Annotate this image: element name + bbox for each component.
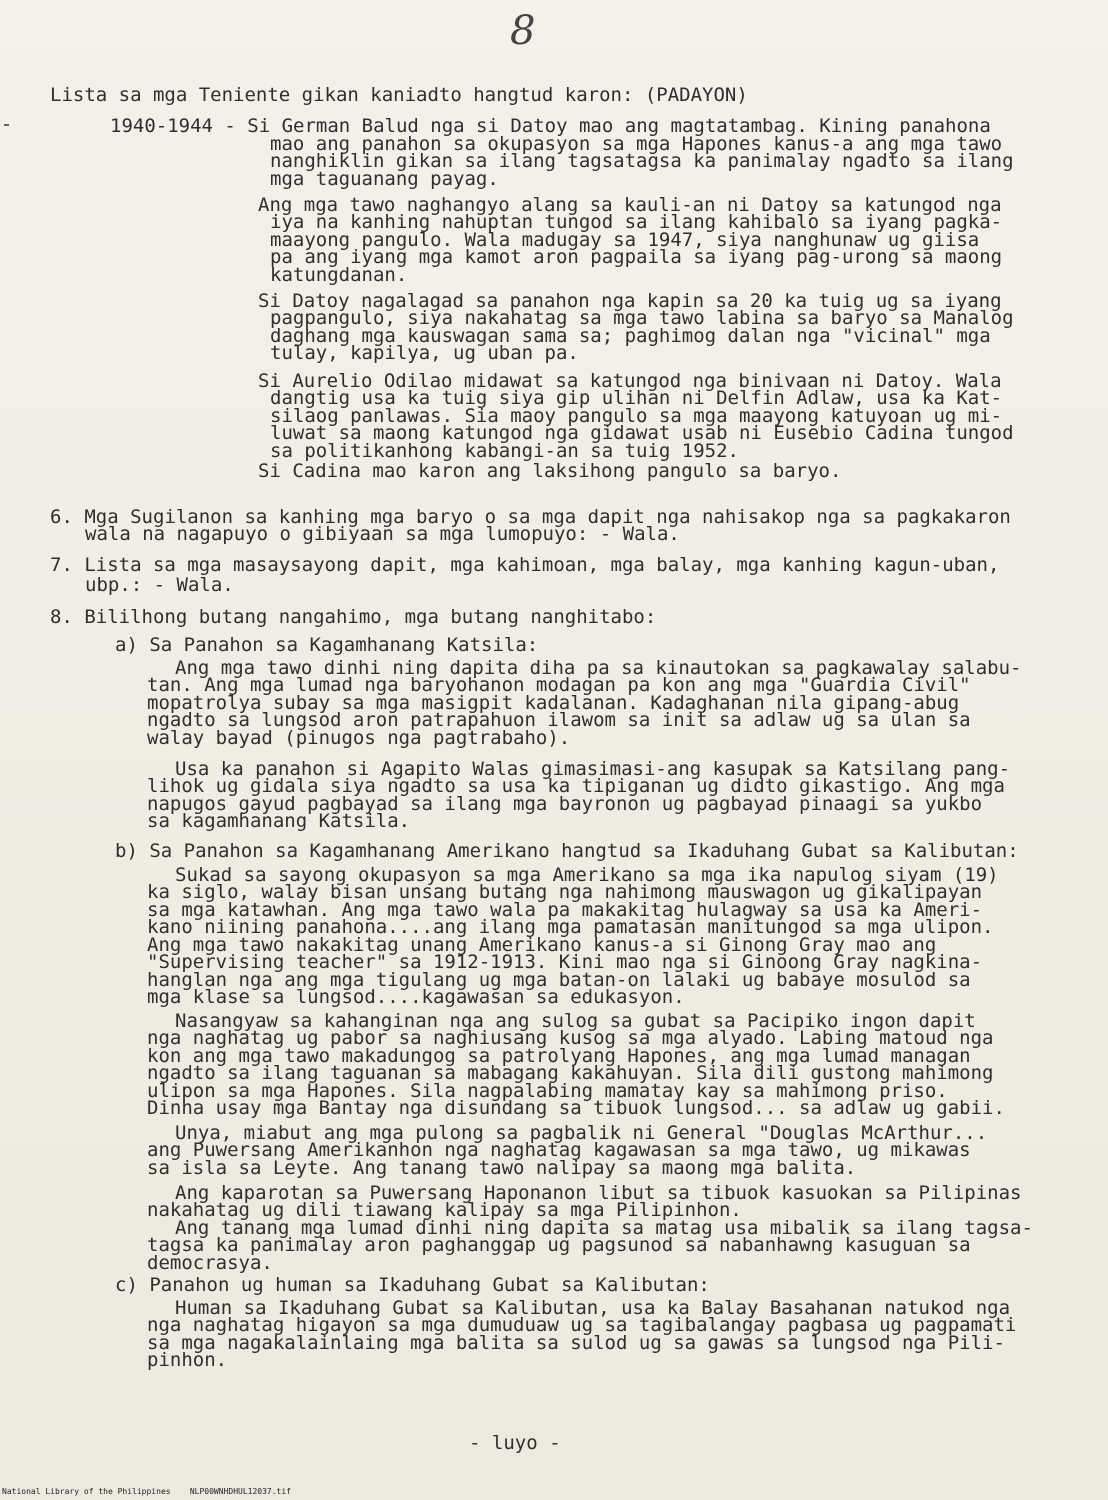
text-line: "Supervising teacher" sa 1912-1913. Kini mao nga si Ginoong Gray nagkina-: [147, 951, 983, 973]
text-line: Ang mga tawo naghangyo alang sa kauli-an ni Datoy sa katungod nga: [258, 194, 1002, 216]
text-line: democrasya.: [147, 1252, 273, 1274]
text-line: c) Panahon ug human sa Ikaduhang Gubat sa Kalibutan:: [115, 1274, 710, 1296]
text-line: nanghiklin gikan sa ilang tagsatagsa ka panimalay ngadto sa ilang: [270, 150, 1014, 172]
archive-footer: National Library of the Philippines NLP00WNHDHUL12037.tif: [2, 1487, 291, 1496]
text-line: ngadto sa lungsod aron patrapahuon ilawom sa init sa adlaw ug sa ulan sa: [147, 709, 971, 731]
text-line: Ang mga tawo nakakitag unang Amerikano kanus-a si Ginong Gray mao ang: [147, 934, 937, 956]
text-line: sa isla sa Leyte. Ang tanang tawo nalipay sa maong mga balita.: [147, 1157, 857, 1179]
text-line: 6. Mga Sugilanon sa kanhing mga baryo o sa mga dapit nga nahisakop nga sa pagkakaron: [50, 506, 1011, 528]
text-line: sa mga nagakalainlaing mga balita sa sulod ug sa gawas sa lungsod nga Pili-: [147, 1332, 1005, 1354]
text-line: Lista sa mga Teniente gikan kaniadto hangtud karon: (PADAYON): [50, 84, 748, 106]
text-line: ka siglo, walay bisan unsang butang nga nahimong mauswagon ug gikalipayan: [147, 881, 983, 903]
text-line: pagpangulo, siya nakahatag sa mga tawo labina sa baryo sa Manalog: [270, 307, 1014, 329]
text-line: Human sa Ikaduhang Gubat sa Kalibutan, usa ka Balay Basahanan natukod nga: [175, 1297, 1011, 1319]
text-line: sa politikanhong kabangi-an sa tuig 1952.: [270, 440, 739, 462]
text-line: daghang mga kauswagan sama sa; paghimog dalan nga "vicinal" mga: [270, 325, 991, 347]
text-line: sa kagamhanang Katsila.: [147, 810, 411, 832]
text-line: Si Aurelio Odilao midawat sa katungod nga binivaan ni Datoy. Wala: [258, 370, 1002, 392]
continued-marker: - luyo -: [469, 1432, 561, 1454]
text-line: Nasangyaw sa kahanginan nga ang sulog sa gubat sa Pacipiko ingon dapit: [175, 1010, 976, 1032]
text-line: tulay, kapilya, ug uban pa.: [270, 342, 579, 364]
text-line: Si Datoy nagalagad sa panahon nga kapin sa 20 ka tuig ug sa iyang: [258, 290, 1002, 312]
text-line: dangtig usa ka tuig siya gip ulihan ni Delfin Adlaw, usa ka Kat-: [270, 387, 1003, 409]
text-line: sa mga katawhan. Ang mga tawo wala pa makakitag hulagway sa usa ka Ameri-: [147, 899, 983, 921]
text-line: ubp.: - Wala.: [85, 574, 234, 596]
page-number: 8: [510, 8, 536, 54]
text-line: Usa ka panahon si Agapito Walas gimasimasi-ang kasupak sa Katsilang pang-: [175, 758, 1011, 780]
text-line: Ang kaparotan sa Puwersang Haponanon libut sa tibuok kasuokan sa Pilipinas: [175, 1182, 1022, 1204]
text-line: a) Sa Panahon sa Kagamhanang Katsila:: [115, 634, 539, 656]
text-line: Ang mga tawo dinhi ning dapita diha pa sa kinautokan sa pagkawalay salabu-: [175, 657, 1022, 679]
text-line: iya na kanhing nahuptan tungod sa ilang kahibalo sa iyang pagka-: [270, 211, 1003, 233]
text-line: kon ang mga tawo makadungog sa patrolyang Hapones, ang mga lumad managan: [147, 1045, 971, 1067]
text-line: Ang tanang mga lumad dinhi ning dapita sa matag usa mibalik sa ilang tagsa-: [175, 1217, 1033, 1239]
text-line: 1940-1944 - Si German Balud nga si Datoy mao ang magtatambag. Kining panahona: [110, 115, 991, 137]
text-line: wala na nagapuyo o gibiyaan sa mga lumopuyo: - Wala.: [85, 523, 680, 545]
text-line: tagsa ka panimalay aron paghanggap ug pagsunod sa nabanhawng kasuguan sa: [147, 1234, 971, 1256]
text-line: nakahatag ug dili tiawang kalipay sa mga Pilipinhon.: [147, 1199, 742, 1221]
text-line: pinhon.: [147, 1349, 228, 1371]
text-line: walay bayad (pinugos nga pagtrabaho).: [147, 727, 571, 749]
text-line: mga klase sa lungsod....kagawasan sa edukasyon.: [147, 986, 685, 1008]
text-line: Sukad sa sayong okupasyon sa mga Amerikano sa mga ika napulog siyam (19): [175, 864, 999, 886]
text-line: ngadto sa ilang taguanan sa mabagang kakahuyan. Sila dili gustong mahimong: [147, 1062, 994, 1084]
text-line: 8. Bililhong butang nangahimo, mga butang nanghitabo:: [50, 606, 657, 628]
margin-mark: [4, 124, 9, 126]
text-line: lihok ug gidala siya ngadto sa usa ka tipiganan ug didto gikastigo. Ang mga: [147, 775, 1005, 797]
text-line: pa ang iyang mga kamot aron pagpaila sa iyang pag-urong sa maong: [270, 246, 1003, 268]
text-line: Unya, miabut ang mga pulong sa pagbalik ni General "Douglas McArthur...: [175, 1122, 988, 1144]
text-line: katungdanan.: [270, 264, 408, 286]
text-line: hanglan nga ang mga tigulang ug mga batan-on lalaki ug babaye mosulod sa: [147, 969, 971, 991]
text-line: nga naghatag higayon sa mga dumuduaw ug sa tagibalangay pagbasa ug pagpamati: [147, 1314, 1017, 1336]
text-line: mga taguanang payag.: [270, 168, 499, 190]
text-line: nga naghatag ug pabor sa naghiusang kusog sa mga alyado. Labing matoud nga: [147, 1027, 994, 1049]
text-line: 7. Lista sa mga masaysayong dapit, mga kahimoan, mga balay, mga kanhing kagun-uban,: [50, 554, 1000, 576]
text-line: ulipon sa mga Hapones. Sila nagpalabing mamatay kay sa mahimong priso.: [147, 1080, 948, 1102]
text-line: b) Sa Panahon sa Kagamhanang Amerikano hangtud sa Ikaduhang Gubat sa Kalibutan:: [115, 840, 1019, 862]
text-line: tan. Ang mga lumad nga baryohanon modagan pa kon ang mga "Guardia Civil": [147, 674, 971, 696]
text-line: ang Puwersang Amerikanhon nga naghatag kagawasan sa mga tawo, ug mikawas: [147, 1139, 971, 1161]
text-line: Si Cadina mao karon ang laksihong pangulo sa baryo.: [258, 460, 842, 482]
text-line: kano niining panahona....ang ilang mga pamatasan manitungod sa mga ulipon.: [147, 916, 994, 938]
text-line: napugos gayud pagbayad sa ilang mga bayronon ug pagbayad pinaagi sa yukbo: [147, 793, 983, 815]
text-line: silaog panlawas. Sia maoy pangulo sa mga maayong katuyoan ug mi-: [270, 405, 1003, 427]
text-line: luwat sa maong katungod nga gidawat usab ni Eusebio Cadina tungod: [270, 422, 1014, 444]
text-line: Dinha usay mga Bantay nga disundang sa tibuok lungsod... sa adlaw ug gabii.: [147, 1097, 1005, 1119]
text-line: mopatrolya subay sa mga masigpit kadalanan. Kadaghanan nila gipang-abug: [147, 692, 960, 714]
text-line: mao ang panahon sa okupasyon sa mga Hapones kanus-a ang mga tawo: [270, 133, 1003, 155]
text-line: maayong pangulo. Wala madugay sa 1947, siya nanghunaw ug giisa: [270, 229, 980, 251]
